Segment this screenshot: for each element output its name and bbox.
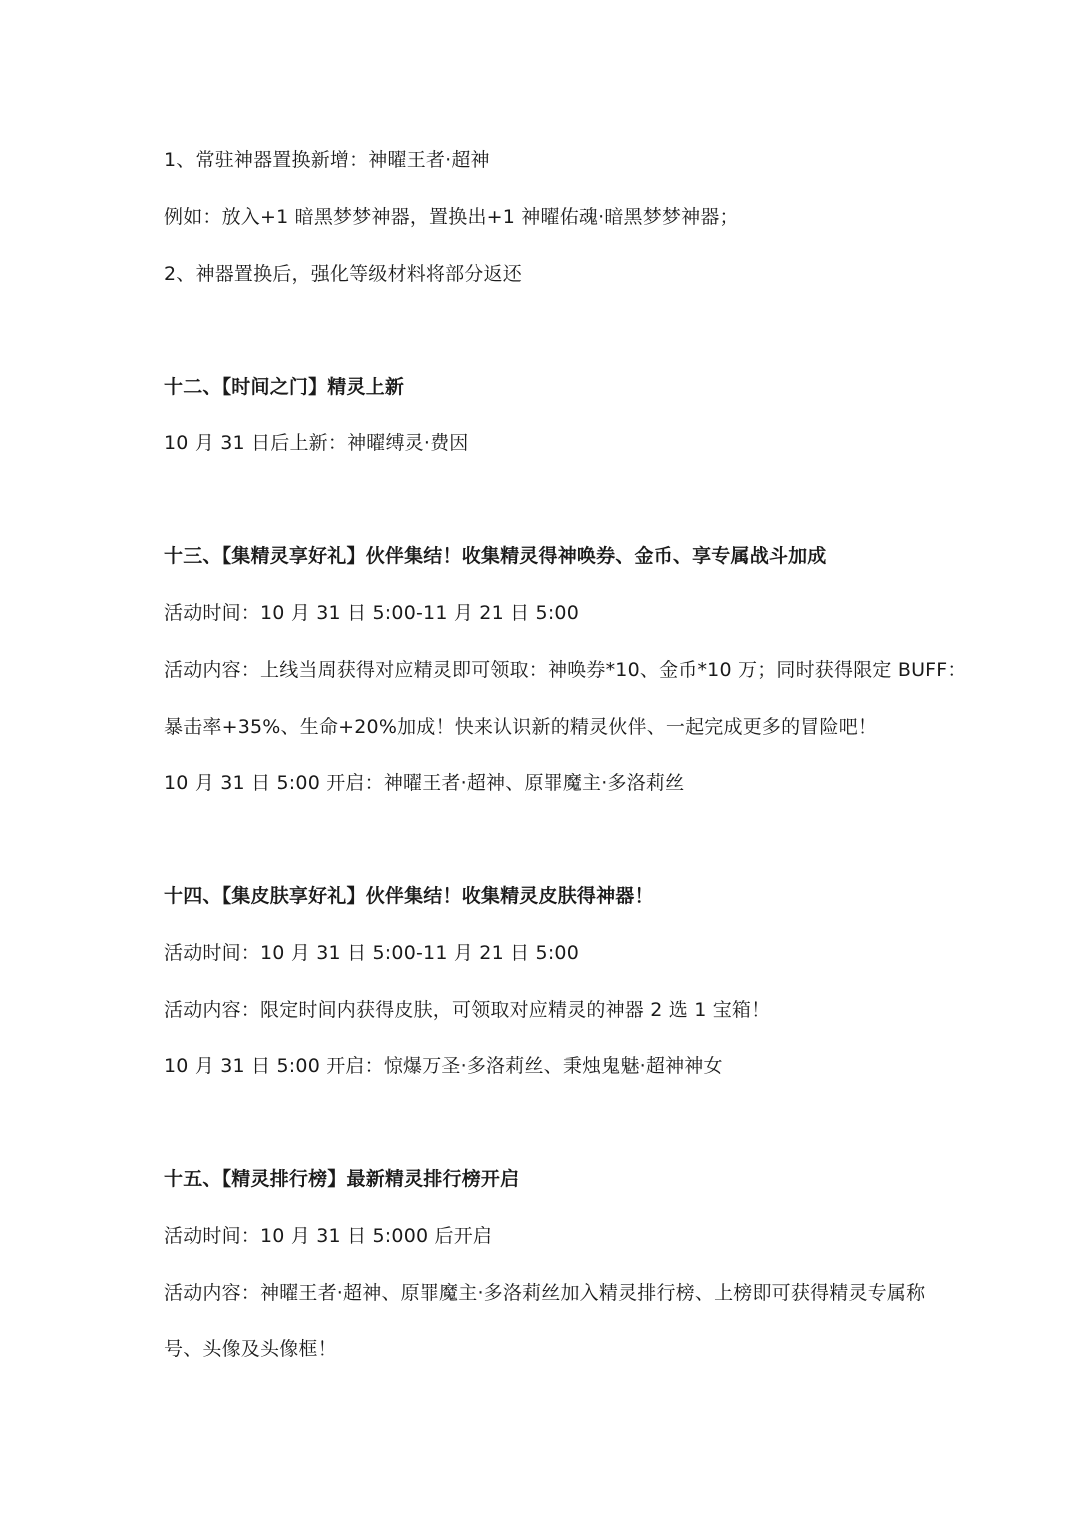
section-14-open: 10 月 31 日 5:00 开启：惊爆万圣·多洛莉丝、秉烛鬼魅·超神神女 bbox=[164, 1055, 723, 1077]
section-14-content-1: 活动内容：限定时间内获得皮肤，可领取对应精灵的神器 2 选 1 宝箱！ bbox=[164, 999, 771, 1021]
section-14-heading: 十四、【集皮肤享好礼】伙伴集结！收集精灵皮肤得神器！ bbox=[164, 885, 654, 907]
section-15-content-2: 号、头像及头像框！ bbox=[164, 1338, 337, 1360]
section-13-time: 活动时间：10 月 31 日 5:00-11 月 21 日 5:00 bbox=[164, 602, 580, 624]
intro-line-2: 例如：放入+1 暗黑梦梦神器，置换出+1 神曜佑魂·暗黑梦梦神器； bbox=[164, 206, 739, 228]
section-15-heading: 十五、【精灵排行榜】最新精灵排行榜开启 bbox=[164, 1168, 520, 1190]
section-12-line-1: 10 月 31 日后上新：神曜缚灵·费因 bbox=[164, 432, 469, 454]
section-13-open: 10 月 31 日 5:00 开启：神曜王者·超神、原罪魔主·多洛莉丝 bbox=[164, 772, 685, 794]
section-13-content-1: 活动内容：上线当周获得对应精灵即可领取：神唤券*10、金币*10 万；同时获得限定 BUFF： bbox=[164, 659, 967, 681]
section-15-content-1: 活动内容：神曜王者·超神、原罪魔主·多洛莉丝加入精灵排行榜、上榜即可获得精灵专属称 bbox=[164, 1282, 926, 1304]
section-15-time: 活动时间：10 月 31 日 5:000 后开启 bbox=[164, 1225, 493, 1247]
section-13-content-2: 暴击率+35%、生命+20%加成！快来认识新的精灵伙伴、一起完成更多的冒险吧！ bbox=[164, 716, 878, 738]
intro-line-3: 2、神器置换后，强化等级材料将部分返还 bbox=[164, 263, 522, 285]
intro-line-1: 1、常驻神器置换新增：神曜王者·超神 bbox=[164, 149, 490, 171]
section-13-heading: 十三、【集精灵享好礼】伙伴集结！收集精灵得神唤券、金币、享专属战斗加成 bbox=[164, 545, 827, 567]
section-12-heading: 十二、【时间之门】精灵上新 bbox=[164, 376, 405, 398]
section-14-time: 活动时间：10 月 31 日 5:00-11 月 21 日 5:00 bbox=[164, 942, 580, 964]
